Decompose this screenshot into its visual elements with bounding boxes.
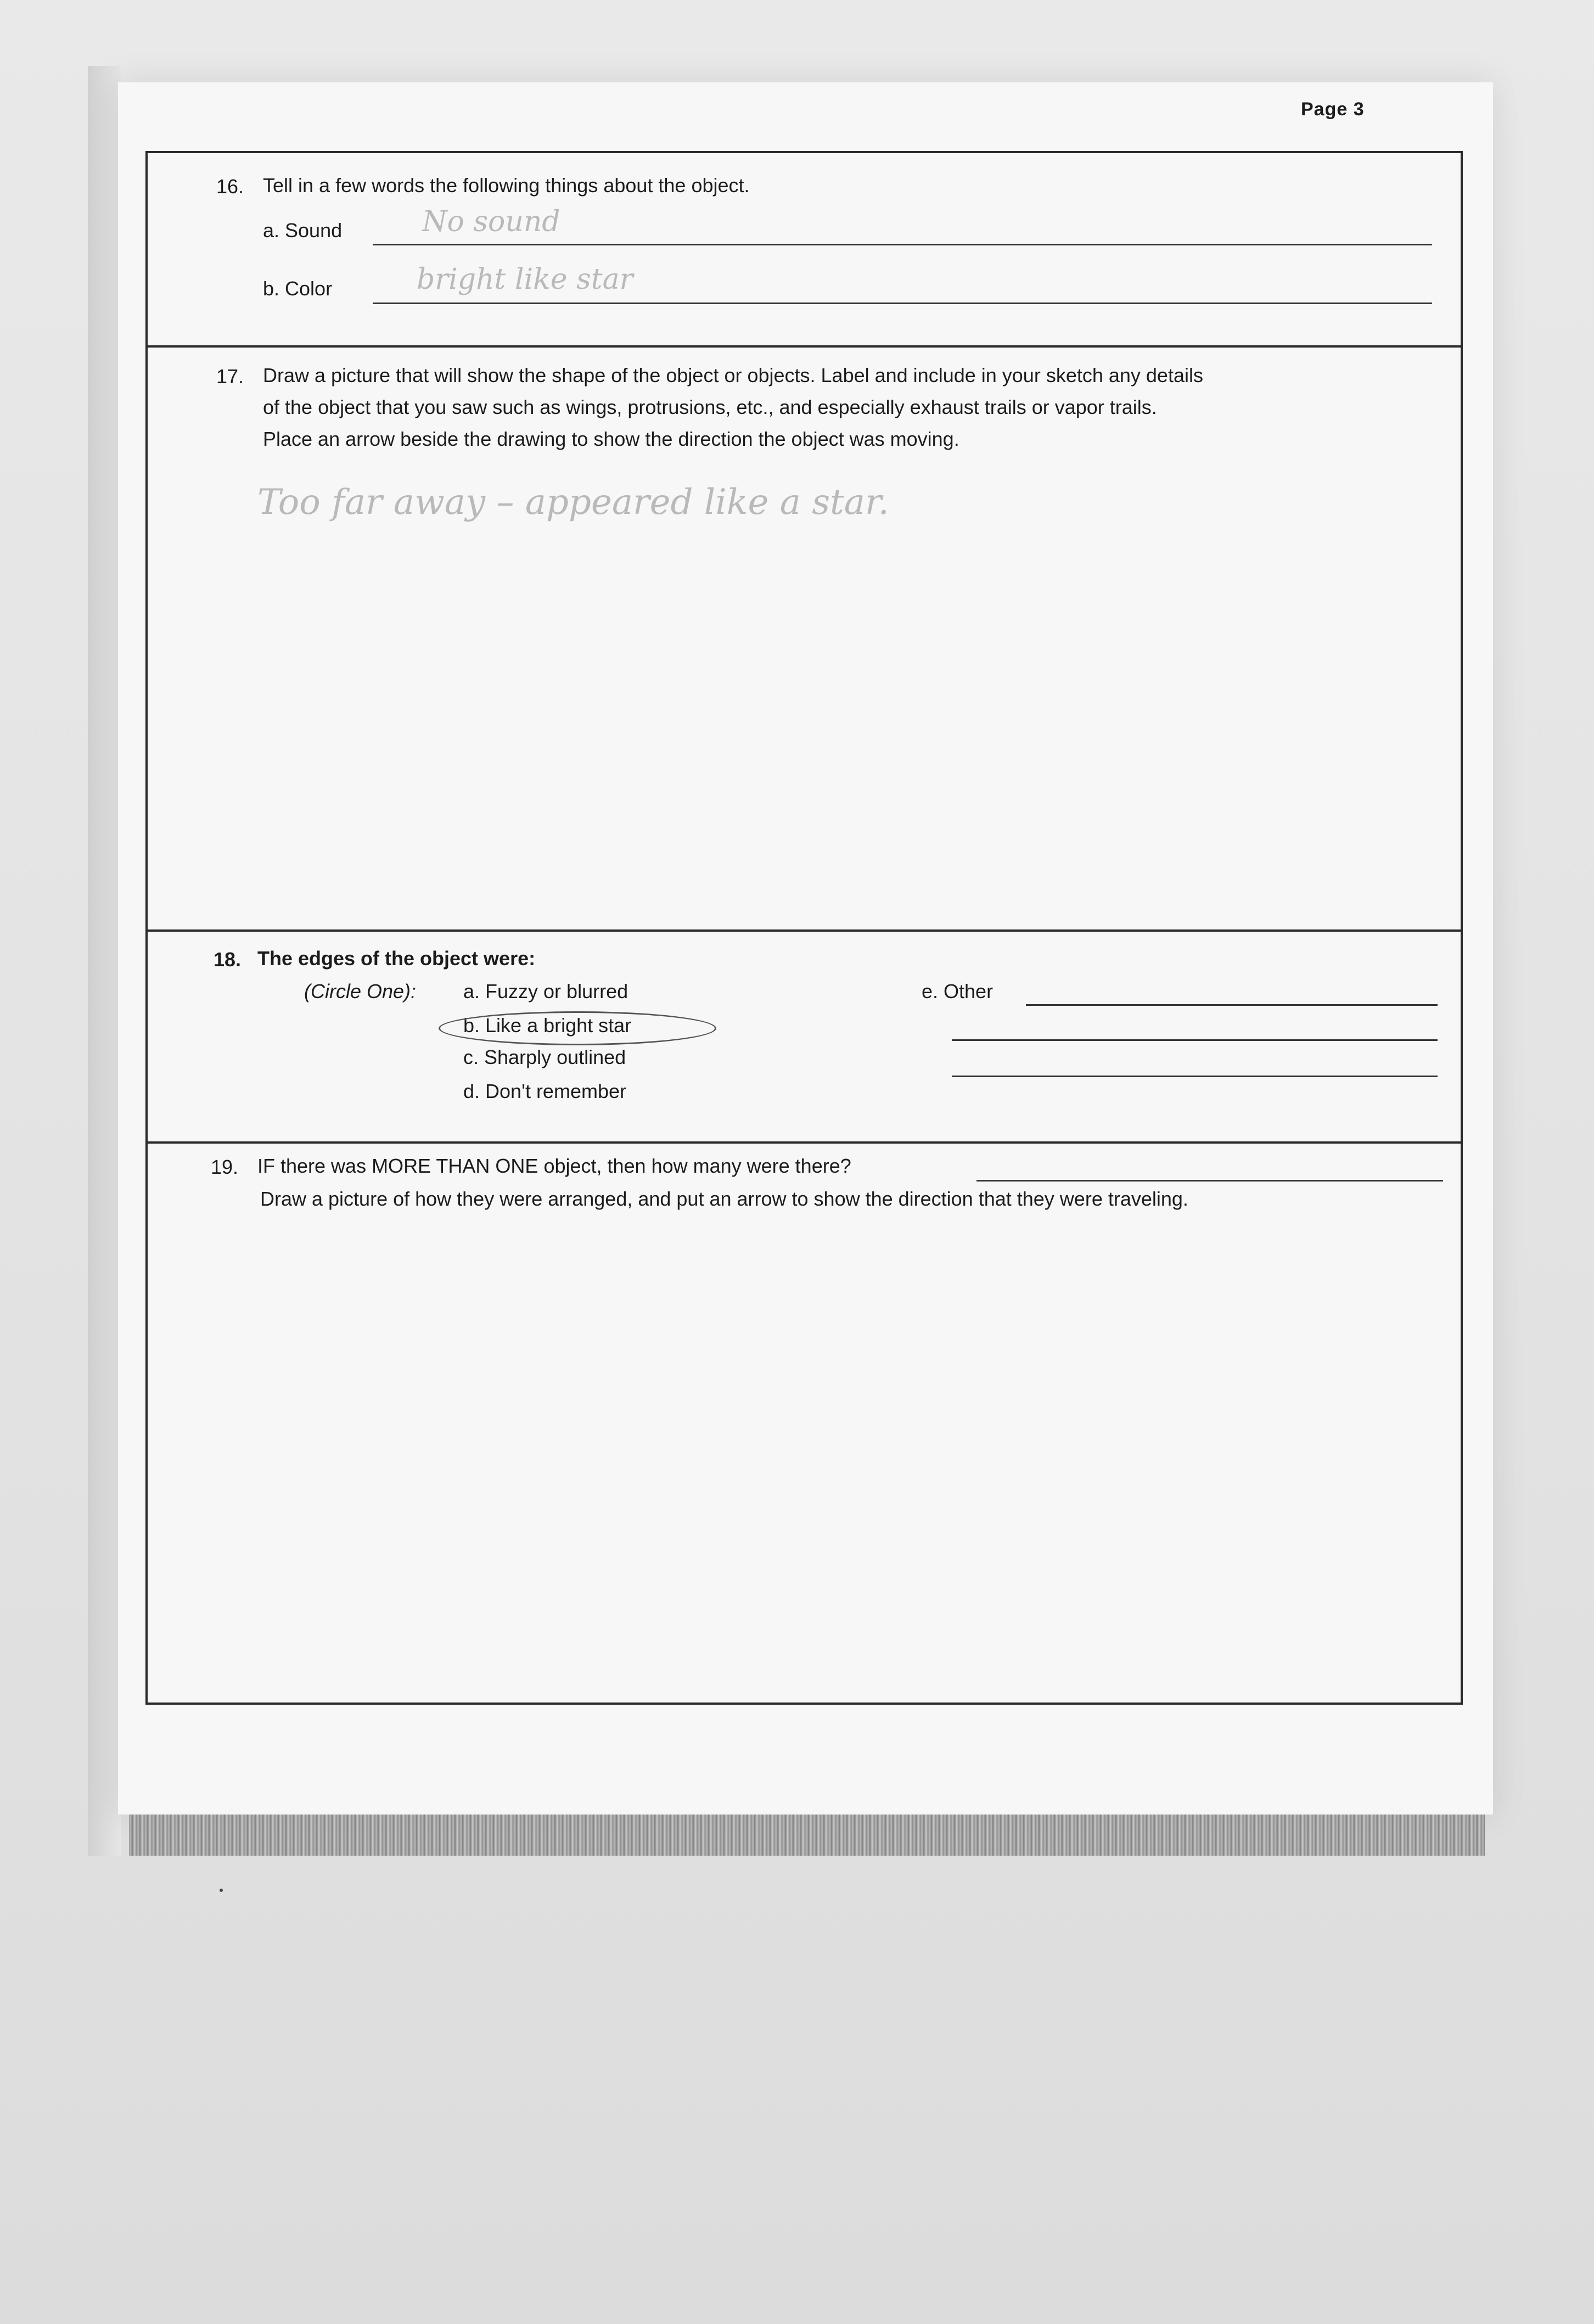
sketch-area[interactable] [159,474,1449,913]
question-text-line3: Place an arrow beside the drawing to show the direction the object was moving. [263,428,959,450]
question-number: 18. [214,948,242,971]
question-18 [148,932,1461,1141]
color-answer-line[interactable] [373,303,1432,304]
option-d[interactable]: d. Don't remember [463,1080,626,1102]
scan-speck [220,1889,223,1892]
question-text-line1: Draw a picture that will show the shape of the object or objects. Label and include in your sketch any details [263,364,1203,387]
question-text-line1: IF there was MORE THAN ONE object, then how many were there? [257,1155,851,1177]
page-number: Page 3 [1301,99,1365,120]
question-text-line2: of the object that you saw such as wings, protrusions, etc., and especially exhaust trails or vapor trails. [263,396,1157,418]
question-text-line2: Draw a picture of how they were arranged, and put an arrow to show the direction that they were traveling. [260,1188,1188,1210]
question-number: 17. [216,365,244,388]
question-text: Tell in a few words the following things about the object. [263,174,750,197]
sound-label: a. Sound [263,219,343,242]
sound-answer: No sound [422,205,560,238]
question-19 [148,1144,1461,1704]
arrangement-sketch-area[interactable] [159,1226,1449,1687]
option-e-other[interactable]: e. Other [922,980,994,1003]
question-number: 19. [211,1156,239,1178]
object-count-line[interactable] [976,1180,1443,1181]
circle-one-instruction: (Circle One): [304,980,417,1003]
form-box [145,151,1463,1705]
option-a[interactable]: a. Fuzzy or blurred [463,980,628,1003]
sound-answer-line[interactable] [373,244,1432,245]
other-answer-line-3[interactable] [952,1076,1438,1077]
sketch-answer: Too far away – appeared like a star. [257,482,889,523]
other-answer-line-1[interactable] [1026,1004,1438,1006]
question-number: 16. [216,175,244,198]
question-17 [148,348,1461,929]
question-text: The edges of the object were: [257,947,536,970]
question-16 [148,153,1461,345]
option-c[interactable]: c. Sharply outlined [463,1046,626,1068]
option-b[interactable]: b. Like a bright star [463,1014,632,1037]
color-label: b. Color [263,277,333,300]
color-answer: bright like star [417,263,633,296]
answer-circle [439,1011,716,1045]
paper-shadow [88,66,121,1856]
scan-edge-band [129,1815,1485,1856]
other-answer-line-2[interactable] [952,1039,1438,1041]
